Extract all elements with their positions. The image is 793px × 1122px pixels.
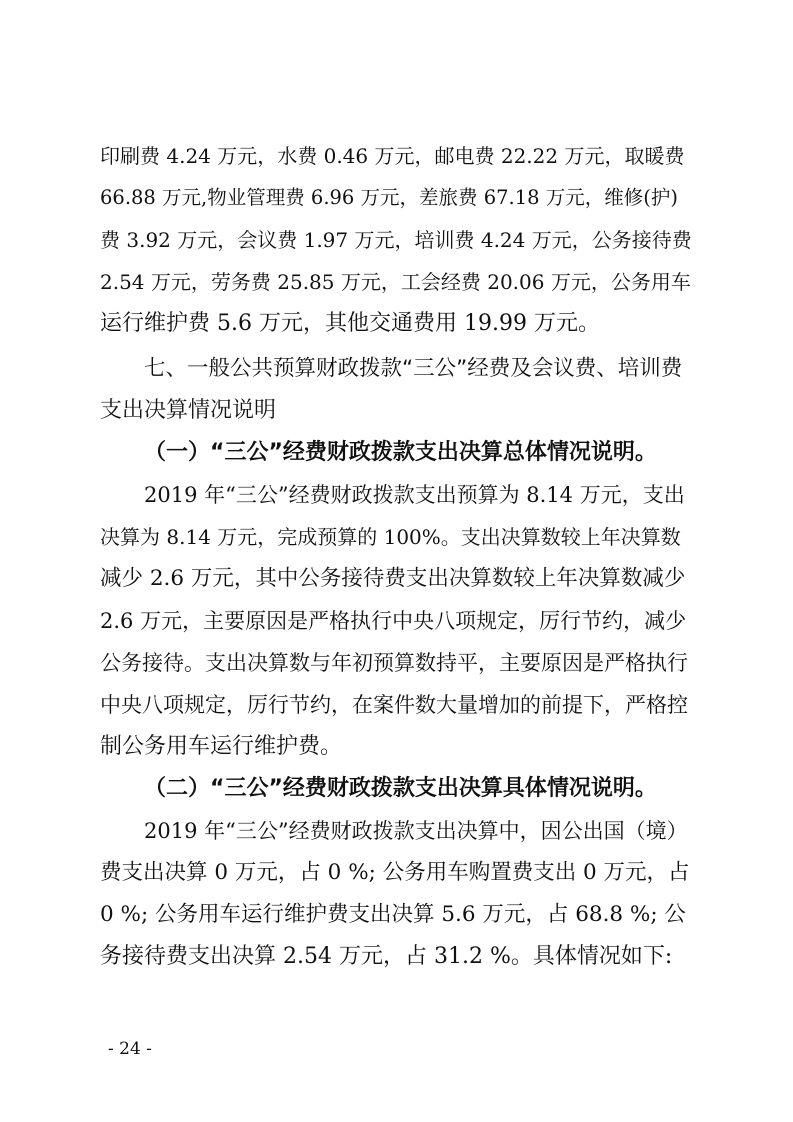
paragraph-line: 2.54 万元，劳务费 25.85 万元，工会经费 20.06 万元，公务用车 — [100, 270, 691, 294]
paragraph-line: 运行维护费 5.6 万元，其他交通费用 19.99 万元。 — [100, 311, 600, 336]
paragraph-line: 决算为 8.14 万元，完成预算的 100%。支出决算数较上年决算数 — [100, 525, 681, 549]
paragraph-line: 费 3.92 万元，会议费 1.97 万元，培训费 4.24 万元，公务接待费 — [100, 228, 692, 252]
paragraph-line: 务接待费支出决算 2.54 万元，占 31.2 %。具体情况如下: — [100, 944, 673, 969]
paragraph-line: 中央八项规定，厉行节约，在案件数大量增加的前提下，严格控 — [100, 693, 688, 717]
paragraph-line: 2.6 万元，主要原因是严格执行中央八项规定，厉行节约，减少 — [100, 609, 687, 633]
paragraph-line: 0 %; 公务用车运行维护费支出决算 5.6 万元，占 68.8 %; 公 — [100, 902, 686, 927]
subsection-heading-1: （一）“三公”经费财政拨款支出决算总体情况说明。 — [144, 440, 657, 465]
paragraph-line: 66.88 万元,物业管理费 6.96 万元，差旅费 67.18 万元，维修(护) — [100, 186, 678, 209]
subsection-heading-2: （二）“三公”经费财政拨款支出决算具体情况说明。 — [144, 776, 657, 801]
paragraph-line: 费支出决算 0 万元，占 0 %; 公务用车购置费支出 0 万元，占 — [100, 860, 690, 885]
section-heading-continued: 支出决算情况说明 — [100, 398, 277, 423]
paragraph-line: 公务接待。支出决算数与年初预算数持平，主要原因是严格执行 — [100, 651, 688, 675]
paragraph-line: 印刷费 4.24 万元，水费 0.46 万元，邮电费 22.22 万元，取暖费 — [100, 144, 685, 168]
paragraph-line: 减少 2.6 万元，其中公务接待费支出决算数较上年决算数减少 — [100, 566, 686, 591]
page-number: - 24 - — [108, 1039, 152, 1059]
section-heading: 七、一般公共预算财政拨款“三公”经费及会议费、培训费 — [144, 356, 683, 381]
paragraph-line: 2019 年“三公”经费财政拨款支出决算中，因公出国（境） — [144, 819, 688, 843]
paragraph-line: 2019 年“三公”经费财政拨款支出预算为 8.14 万元，支出 — [144, 483, 685, 507]
paragraph-line: 制公务用车运行维护费。 — [100, 734, 343, 759]
